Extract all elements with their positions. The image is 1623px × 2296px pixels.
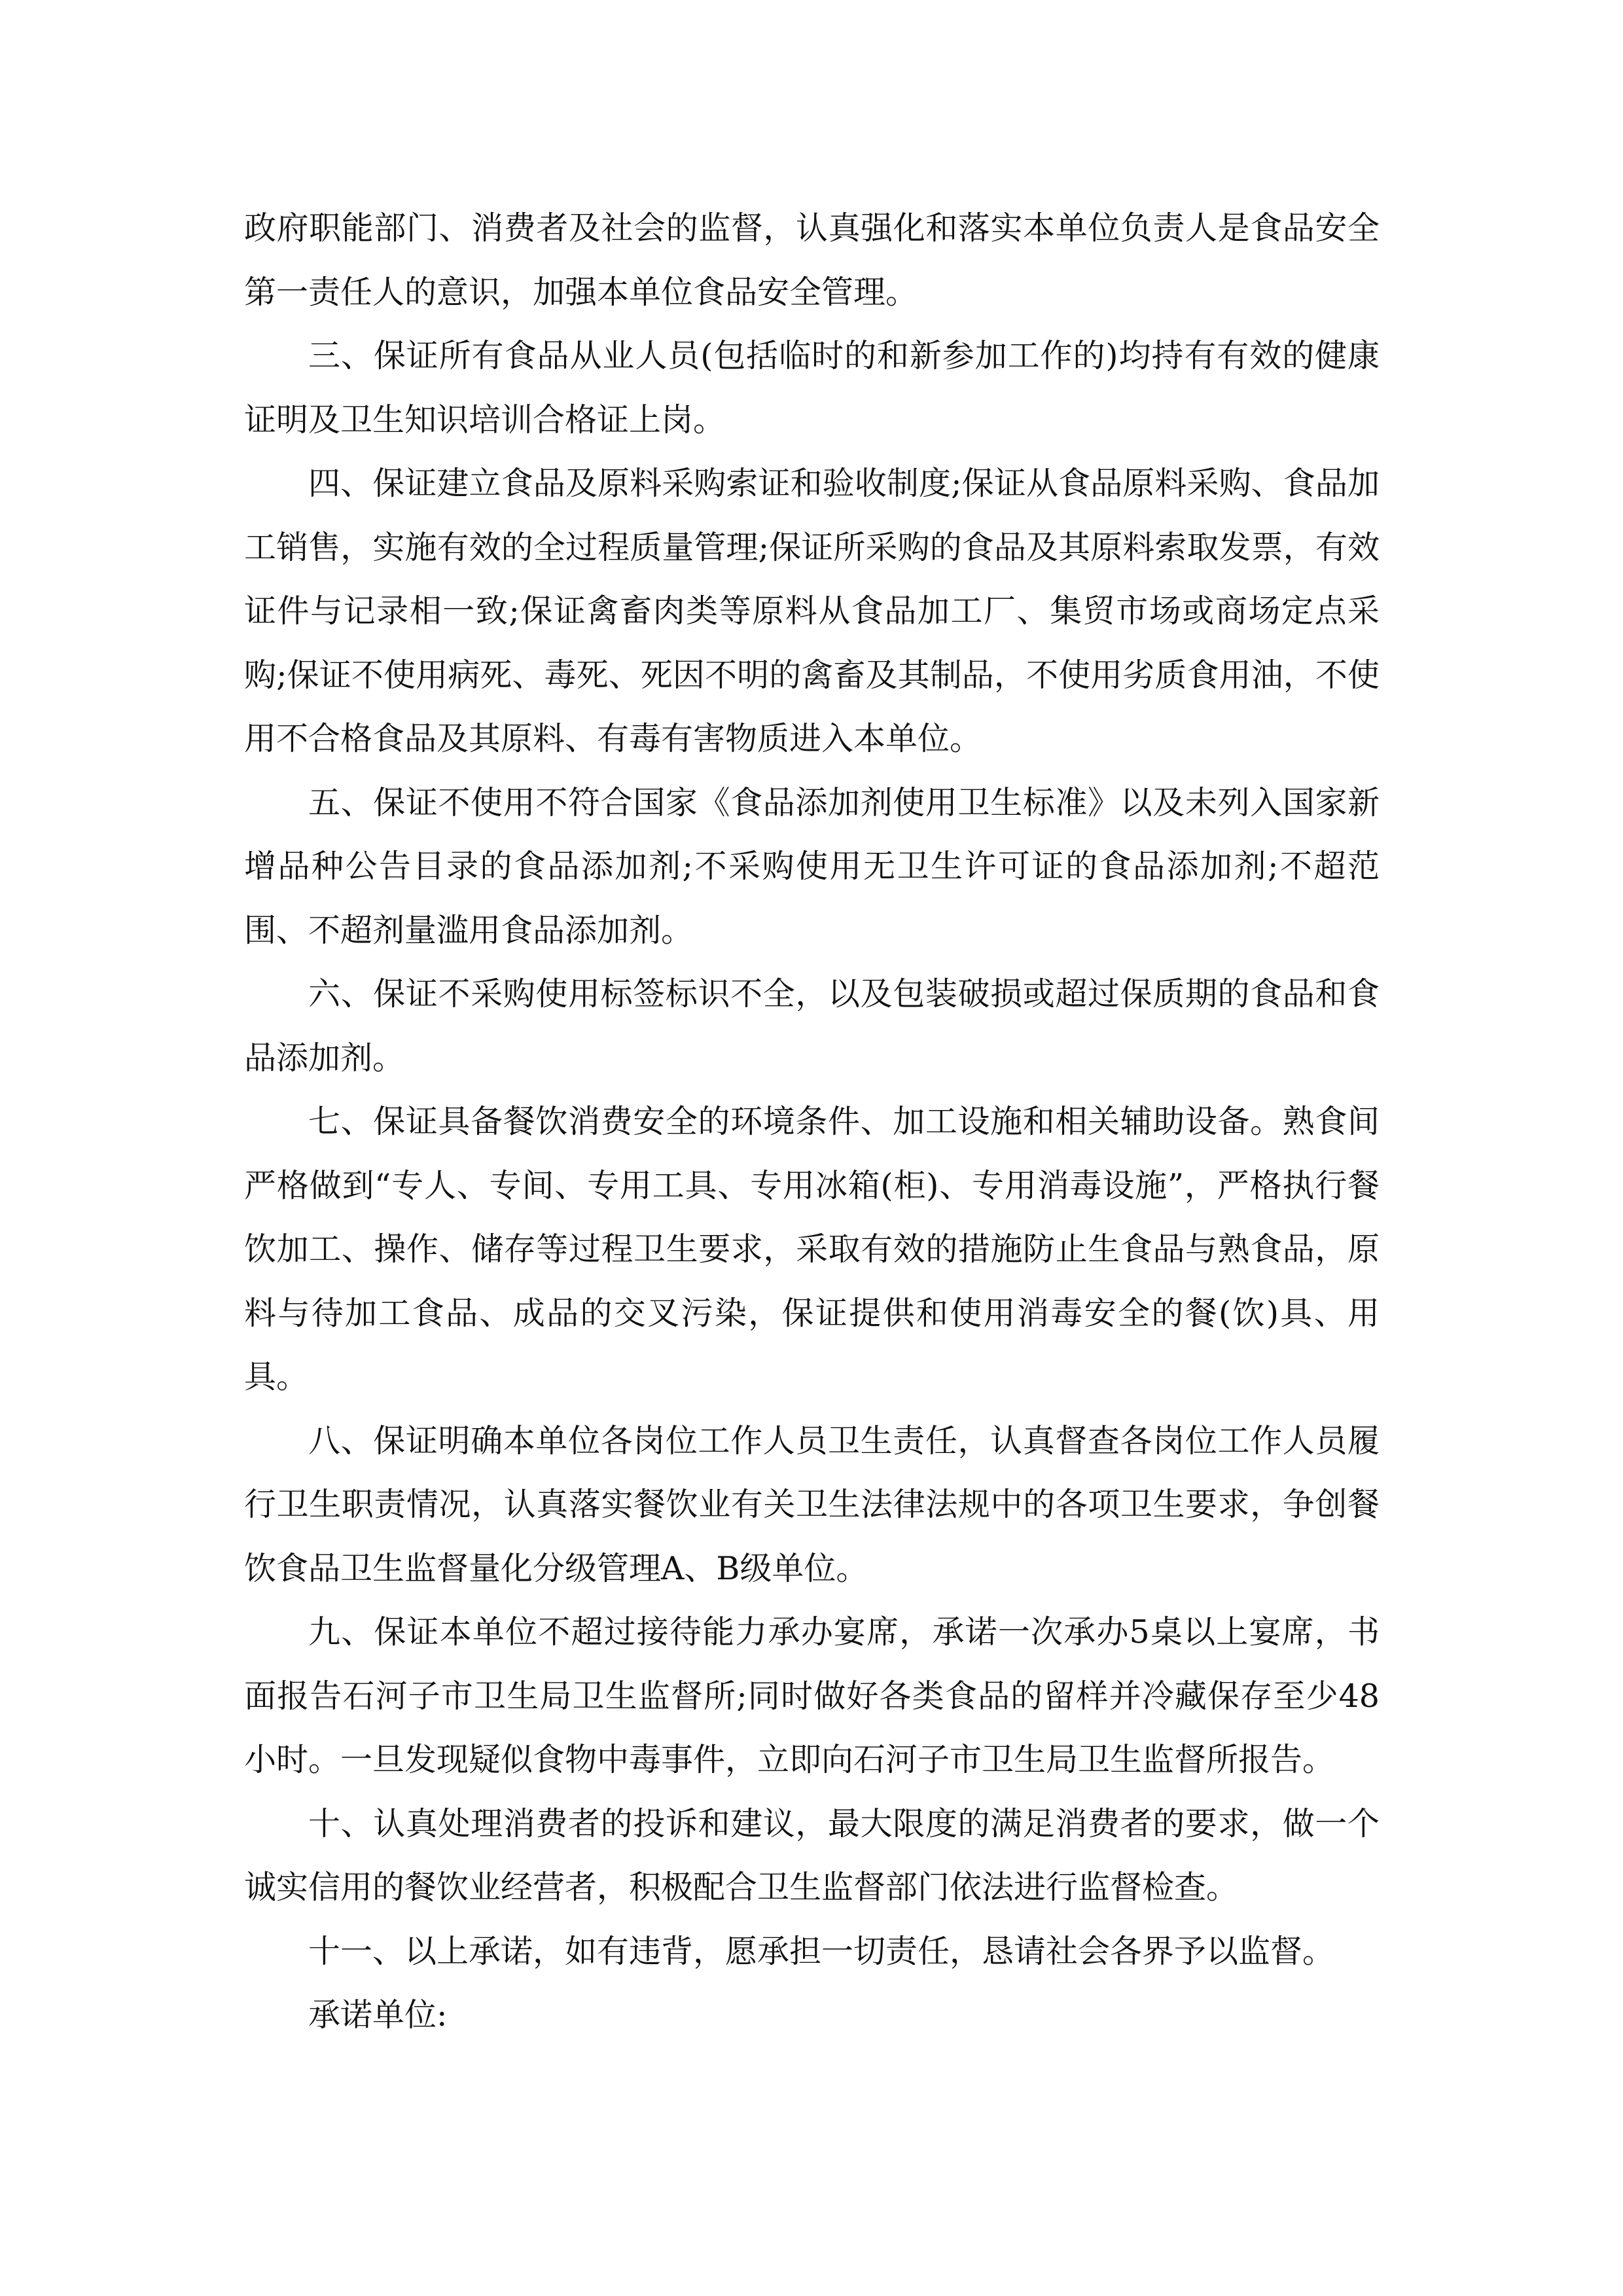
paragraph-item-3: 三、保证所有食品从业人员(包括临时的和新参加工作的)均持有有效的健康证明及卫生知识培训合格证上岗。: [244, 337, 1380, 439]
paragraph-item-11: 十一、以上承诺，如有违背，愿承担一切责任，恳请社会各界予以监督。: [308, 1932, 1335, 1970]
paragraph-item-4: 四、保证建立食品及原料采购索证和验收制度;保证从食品原料采购、食品加工销售，实施有效的全过程质量管理;保证所采购的食品及其原料索取发票，有效证件与记录相一致;保证禽畜肉类等原料从食品加工厂、集贸市场或商场定点采购;保证不使用病死、毒死、死因不明的禽畜及其制品，不使用劣质食用油，不使用不合格食品及其原料、有毒有害物质进入本单位。: [244, 465, 1380, 757]
signature-label: 承诺单位:: [308, 1996, 448, 2034]
paragraph-item-6: 六、保证不采购使用标签标识不全，以及包装破损或超过保质期的食品和食品添加剂。: [244, 975, 1380, 1077]
paragraph-continuation: 政府职能部门、消费者及社会的监督，认真强化和落实本单位负责人是食品安全第一责任人的意识，加强本单位食品安全管理。: [244, 209, 1380, 311]
paragraph-item-5: 五、保证不使用不符合国家《食品添加剂使用卫生标准》以及未列入国家新增品种公告目录的食品添加剂;不采购使用无卫生许可证的食品添加剂;不超范围、不超剂量滥用食品添加剂。: [244, 783, 1380, 949]
paragraph-item-9: 九、保证本单位不超过接待能力承办宴席，承诺一次承办5桌以上宴席，书面报告石河子市卫生局卫生监督所;同时做好各类食品的留样并冷藏保存至少48小时。一旦发现疑似食物中毒事件，立即向石河子市卫生局卫生监督所报告。: [244, 1613, 1380, 1778]
document-body: [244, 196, 1380, 2047]
paragraph-item-8: 八、保证明确本单位各岗位工作人员卫生责任，认真督查各岗位工作人员履行卫生职责情况，认真落实餐饮业有关卫生法律法规中的各项卫生要求，争创餐饮食品卫生监督量化分级管理A、B级单位。: [244, 1422, 1380, 1587]
paragraph-item-7: 七、保证具备餐饮消费安全的环境条件、加工设施和相关辅助设备。熟食间严格做到“专人、专间、专用工具、专用冰箱(柜)、专用消毒设施”，严格执行餐饮加工、操作、储存等过程卫生要求，采取有效的措施防止生食品与熟食品，原料与待加工食品、成品的交叉污染，保证提供和使用消毒安全的餐(饮)具、用具。: [244, 1103, 1380, 1395]
paragraph-item-10: 十、认真处理消费者的投诉和建议，最大限度的满足消费者的要求，做一个诚实信用的餐饮业经营者，积极配合卫生监督部门依法进行监督检查。: [244, 1804, 1380, 1906]
